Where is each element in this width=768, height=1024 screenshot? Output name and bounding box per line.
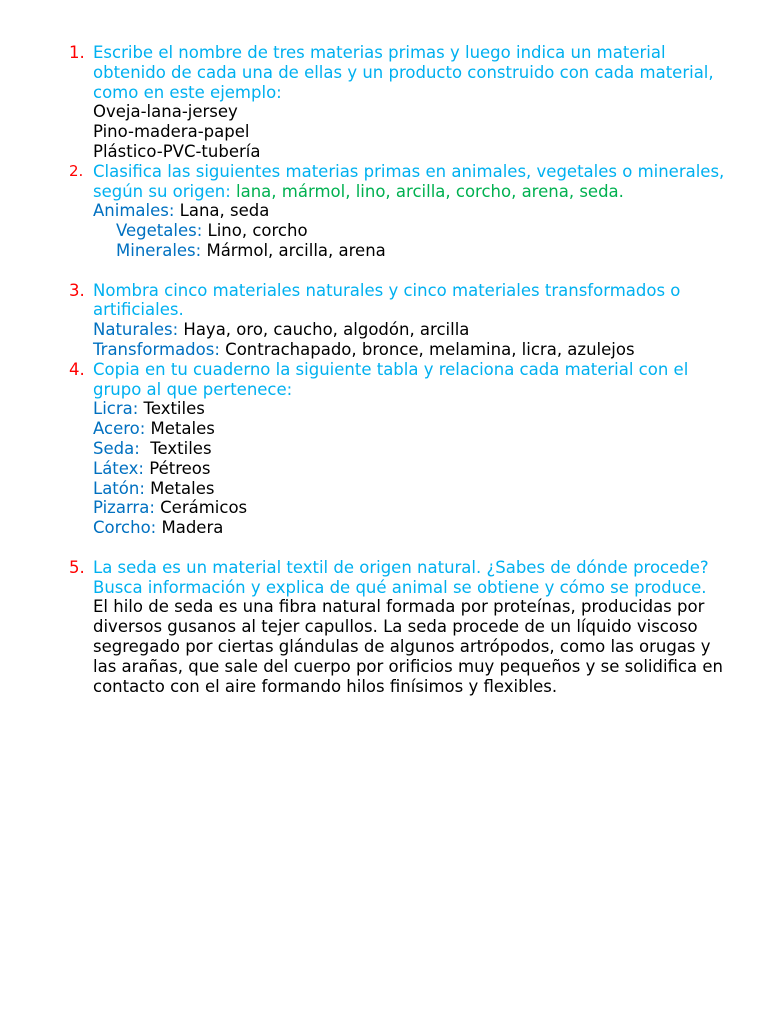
- answer-label: Transformados:: [93, 339, 220, 359]
- answer-label: Licra:: [93, 399, 139, 419]
- answer-value: Metales: [144, 478, 215, 498]
- question-text: La seda es un material textil de origen natural. ¿Sabes de dónde procede? Busca información y explica de qué animal se obtiene y cómo se produce.: [93, 557, 709, 597]
- answer-value: Metales: [145, 419, 215, 439]
- question-1: [0, 43, 733, 162]
- answer-row: [93, 419, 733, 439]
- answer-paragraph: El hilo de seda es una fibra natural formada por proteínas, producidas por diversos gusanos al tejer capullos. La seda procede de un líquido viscoso segregado por ciertas glándulas de algunos artrópodos, como las orugas y las arañas, que sale del cuerpo por orificios muy pequeños y se solidifica en contacto con el aire formando hilos finísimos y flexibles.: [93, 597, 723, 696]
- answer-line: Oveja-lana-jersey: [93, 102, 238, 122]
- answer-value: Contrachapado, bronce, melamina, licra, azulejos: [219, 339, 635, 359]
- answer-value: Lana, seda: [174, 201, 270, 221]
- question-number: 2.: [69, 161, 84, 180]
- answer-label: Animales:: [93, 201, 175, 221]
- question-options: lana, mármol, lino, arcilla, corcho, arena, seda.: [236, 181, 624, 201]
- answer-value: Pétreos: [143, 458, 211, 478]
- answer-value: Madera: [156, 518, 224, 538]
- answer-value: Mármol, arcilla, arena: [201, 240, 386, 260]
- answer-label: Acero:: [93, 419, 146, 439]
- question-text: Copia en tu cuaderno la siguiente tabla y relaciona cada material con el grupo al que pertenece:: [93, 359, 689, 399]
- answer-label: Corcho:: [93, 518, 157, 538]
- question-2: [0, 162, 733, 281]
- answer-label: Látex:: [93, 458, 144, 478]
- question-text-block: [93, 162, 733, 202]
- answer-row: [93, 518, 733, 538]
- question-number: 5.: [69, 557, 85, 577]
- question-3: [0, 281, 733, 360]
- answer-line: Plástico-PVC-tubería: [93, 141, 261, 161]
- answer-row: [93, 439, 733, 459]
- question-text: Clasifica las siguientes materias primas en animales, vegetales o minerales, según su origen:: [93, 161, 725, 201]
- answer-label: Pizarra:: [93, 498, 155, 518]
- answer-label: Latón:: [93, 478, 145, 498]
- question-number: 1.: [69, 43, 85, 62]
- question-5: [0, 558, 733, 697]
- question-text: Nombra cinco materiales naturales y cinco materiales transformados o artificiales.: [93, 280, 681, 320]
- answer-value: Textiles: [139, 438, 212, 458]
- answer-value: Haya, oro, caucho, algodón, arcilla: [178, 320, 470, 340]
- answer-row: [93, 399, 733, 419]
- answer-row: [93, 479, 733, 499]
- answer-row: [93, 241, 733, 261]
- answer-value: Lino, corcho: [202, 221, 308, 241]
- answer-row: [93, 340, 733, 360]
- answer-row: [93, 459, 733, 479]
- question-4: [0, 360, 733, 558]
- answer-row: [93, 498, 733, 518]
- spacer: [93, 538, 733, 558]
- question-number: 4.: [69, 359, 85, 379]
- answer-row: [93, 320, 733, 340]
- answer-line: Pino-madera-papel: [93, 122, 250, 142]
- answer-row: [93, 221, 733, 241]
- spacer: [93, 261, 733, 281]
- document-page: [0, 43, 768, 696]
- answer-row: [93, 201, 733, 221]
- answer-value: Textiles: [138, 399, 205, 419]
- answer-label: Vegetales:: [116, 221, 203, 241]
- answer-value: Cerámicos: [154, 498, 248, 518]
- answer-label: Minerales:: [116, 240, 202, 260]
- question-number: 3.: [69, 280, 85, 300]
- answer-label: Seda:: [93, 438, 140, 458]
- question-text: Escribe el nombre de tres materias primas y luego indica un material obtenido de cada una de ellas y un producto construido con cada material, como en este ejemplo:: [93, 43, 714, 102]
- answer-label: Naturales:: [93, 320, 179, 340]
